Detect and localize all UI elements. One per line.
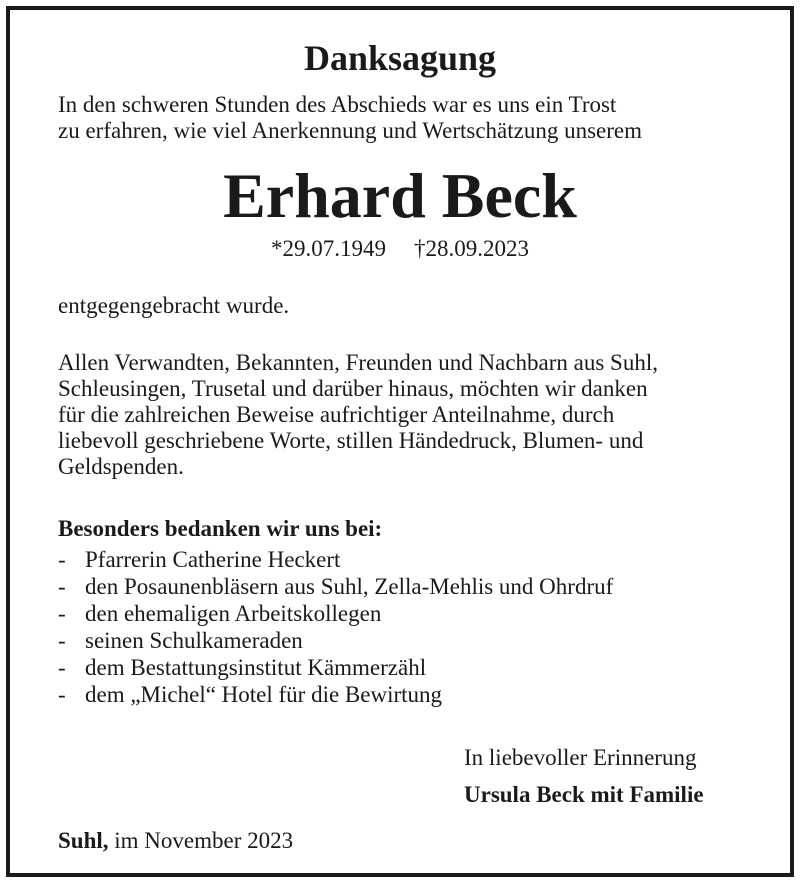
list-item xyxy=(58,600,613,627)
list-item xyxy=(58,546,613,573)
list-item xyxy=(58,627,613,654)
birth-date: 29.07.1949 xyxy=(282,236,386,261)
death-date: 28.09.2023 xyxy=(425,236,529,261)
list-bullet: - xyxy=(58,655,66,680)
memory-line: In liebevoller Erinnerung xyxy=(464,745,697,770)
life-dates xyxy=(10,234,790,264)
place-city: Suhl, xyxy=(58,828,109,853)
list-item-text: dem „Michel“ Hotel für die Bewirtung xyxy=(85,682,443,707)
place-date: im November 2023 xyxy=(114,828,294,853)
special-thanks-heading: Besonders bedanken wir uns bei: xyxy=(58,516,383,541)
list-item xyxy=(58,654,613,681)
family-signature: Ursula Beck mit Familie xyxy=(464,782,704,807)
list-bullet: - xyxy=(58,574,66,599)
intro-line: zu erfahren, wie viel Anerkennung und Wertschätzung unserem xyxy=(58,118,643,143)
thanks-line: Geldspenden. xyxy=(58,454,184,479)
list-item-text: den Posaunenbläsern aus Suhl, Zella-Mehlis und Ohrdruf xyxy=(85,574,614,599)
deceased-name: Erhard Beck xyxy=(223,160,577,231)
list-item xyxy=(58,573,613,600)
list-bullet: - xyxy=(58,601,66,626)
list-bullet: - xyxy=(58,682,66,707)
thanks-line: für die zahlreichen Beweise aufrichtiger Anteilnahme, durch xyxy=(58,402,615,427)
thanks-line: Allen Verwandten, Bekannten, Freunden und Nachbarn aus Suhl, xyxy=(58,350,658,375)
after-name-text: entgegengebracht wurde. xyxy=(58,293,290,318)
list-item-text: Pfarrerin Catherine Heckert xyxy=(85,547,341,572)
thanks-line: liebevoll geschriebene Worte, stillen Händedruck, Blumen- und xyxy=(58,428,644,453)
list-item-text: seinen Schulkameraden xyxy=(85,628,303,653)
thanks-line: Schleusingen, Trusetal und darüber hinaus, möchten wir danken xyxy=(58,376,648,401)
list-item xyxy=(58,681,613,708)
list-bullet: - xyxy=(58,628,66,653)
place-date-line xyxy=(58,827,293,855)
intro-text xyxy=(58,92,642,144)
special-thanks-list xyxy=(58,546,613,708)
list-item-text: dem Bestattungsinstitut Kämmerzähl xyxy=(85,655,427,680)
thanks-paragraph xyxy=(58,350,658,480)
birth-symbol: * xyxy=(271,236,283,261)
death-symbol: † xyxy=(414,236,426,261)
notice-title: Danksagung xyxy=(303,38,497,78)
intro-line: In den schweren Stunden des Abschieds war es uns ein Trost xyxy=(58,92,617,117)
list-bullet: - xyxy=(58,547,66,572)
list-item-text: den ehemaligen Arbeitskollegen xyxy=(85,601,382,626)
obituary-card xyxy=(6,6,794,877)
